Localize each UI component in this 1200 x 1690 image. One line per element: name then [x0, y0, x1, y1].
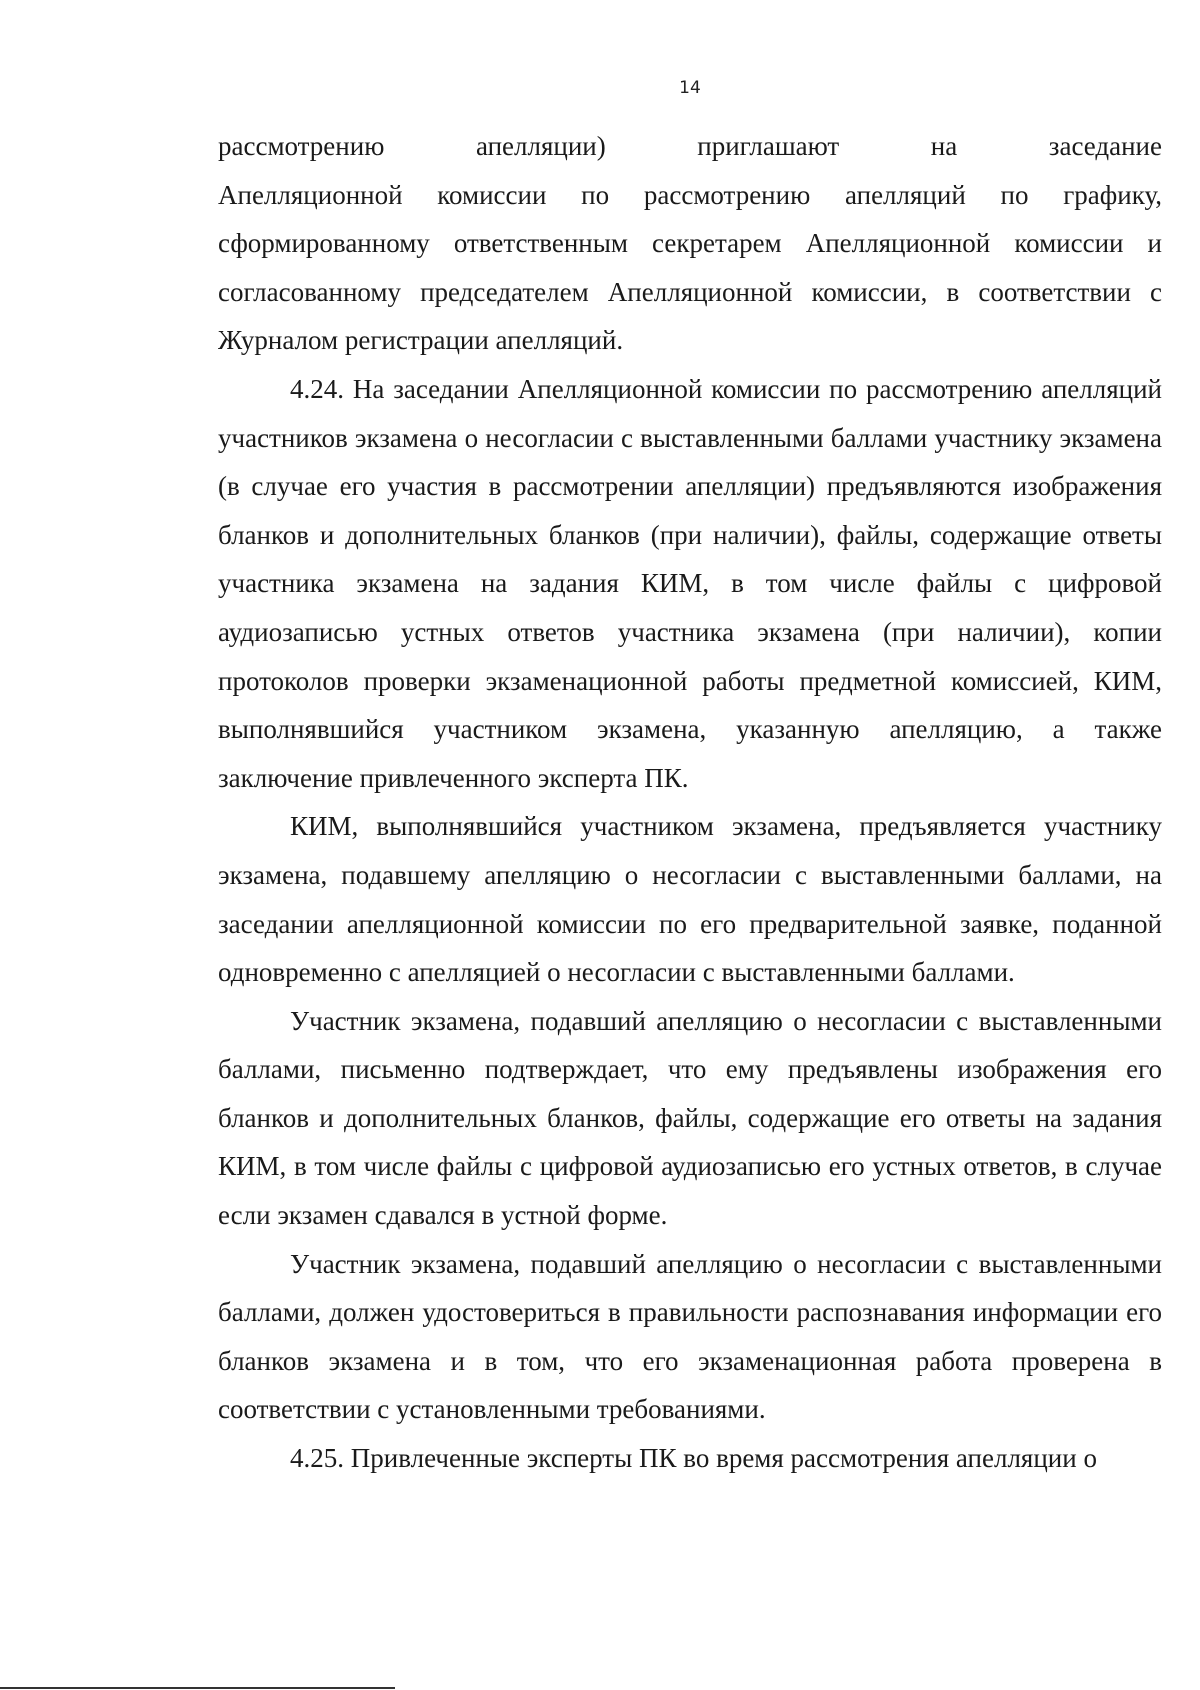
word: апелляции)	[475, 131, 606, 161]
footer-divider	[0, 1687, 395, 1689]
paragraph-4-24: 4.24. На заседании Апелляционной комиссии по рассмотрению апелляций участников экзамена о несогласии с выставленными баллами участнику экзамена (в случае его участия в рассмотрении апелляции) предъявляются изображения бланков и дополнительных бланков (при наличии), файлы, содержащие ответы участника экзамена на задания КИМ, в том числе файлы с цифровой аудиозаписью устных ответов участника экзамена (при наличии), копии протоколов проверки экзаменационной работы предметной комиссией, КИМ, выполнявшийся участником экзамена, указанную апелляцию, а также заключение привлеченного эксперта ПК.	[218, 373, 1162, 793]
paragraph-4-25: 4.25. Привлеченные эксперты ПК во время рассмотрения апелляции о	[290, 1443, 1097, 1474]
paragraph-participant-verification: Участник экзамена, подавший апелляцию о несогласии с выставленными баллами, должен удостовериться в правильности распознавания информации его бланков экзамена и в том, что его экзаменационная работа проверена в соответствии с установленными требованиями.	[218, 1248, 1162, 1425]
paragraph-kim: КИМ, выполнявшийся участником экзамена, предъявляется участнику экзамена, подавшему апелляцию о несогласии с выставленными баллами, на заседании апелляционной комиссии по его предварительной заявке, поданной одновременно с апелляцией о несогласии с выставленными баллами.	[218, 811, 1162, 988]
word: приглашают	[697, 131, 840, 161]
paragraph-participant-confirmation: Участник экзамена, подавший апелляцию о несогласии с выставленными баллами, письменно подтверждает, что ему предъявлены изображения его бланков и дополнительных бланков, файлы, содержащие его ответы на задания КИМ, в том числе файлы с цифровой аудиозаписью его устных ответов, в случае если экзамен сдавался в устной форме.	[218, 1005, 1162, 1231]
paragraph-text: Апелляционной комиссии по рассмотрению апелляций по графику, сформированному ответственным секретарем Апелляционной комиссии и согласованному председателем Апелляционной комиссии, в соответствии с Журналом регистрации апелляций.	[218, 179, 1162, 356]
page-number: 14	[679, 78, 701, 98]
paragraph-continuation	[218, 122, 1162, 365]
word: рассмотрению	[218, 131, 385, 161]
word: заседание	[1048, 131, 1162, 161]
first-line	[218, 122, 1162, 171]
document-body	[218, 122, 1162, 1483]
word: на	[930, 131, 958, 161]
